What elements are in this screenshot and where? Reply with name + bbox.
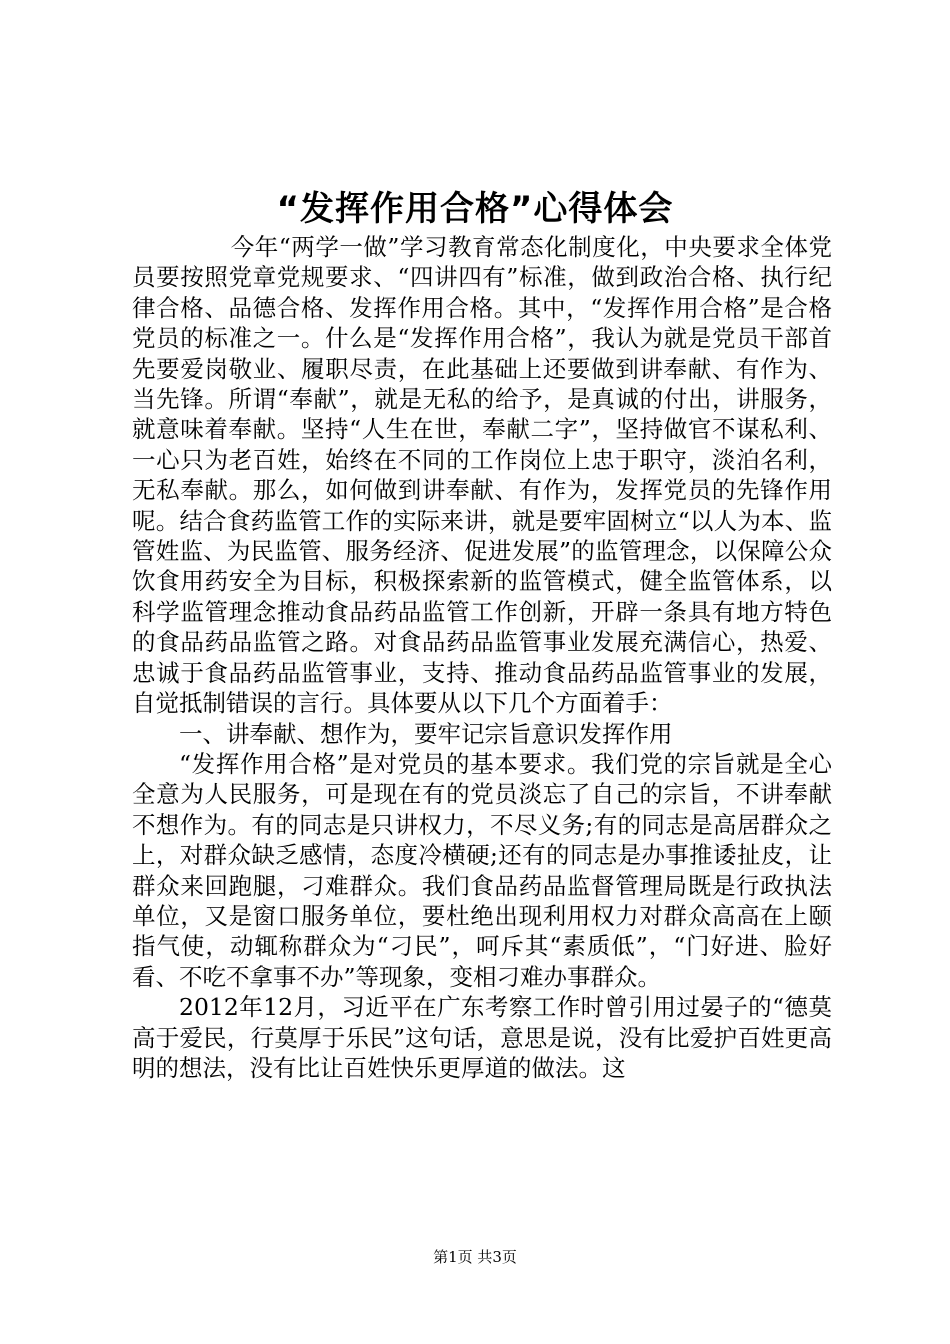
document-body — [132, 232, 832, 1083]
section-heading-1: 一、讲奉献、想作为，要牢记宗旨意识发挥作用 — [179, 719, 673, 748]
paragraph-intro: 今年“两学一做”学习教育常态化制度化，中央要求全体党员要按照党章党规要求、“四讲四有”标准，做到政治合格、执行纪律合格、品德合格、发挥作用合格。其中，“发挥作用合格”是合格党员的标准之一。什么是“发挥作用合格”，我认为就是党员干部首先要爱岗敬业、履职尽责，在此基础上还要做到讲奉献、有作为、当先锋。所谓“奉献”，就是无私的给予，是真诚的付出，讲服务，就意味着奉献。坚持“人生在世，奉献二字”，坚持做官不谋私利、一心只为老百姓，始终在不同的工作岗位上忠于职守，淡泊名利，无私奉献。那么，如何做到讲奉献、有作为，发挥党员的先锋作用呢。结合食药监管工作的实际来讲，就是要牢固树立“以人为本、监管姓监、为民监管、服务经济、促进发展”的监管理念，以保障公众饮食用药安全为目标，积极探索新的监管模式，健全监管体系，以科学监管理念推动食品药品监管工作创新，开辟一条具有地方特色的食品药品监管之路。对食品药品监管事业发展充满信心，热爱、忠诚于食品药品监管事业，支持、推动食品药品监管事业的发展，自觉抵制错误的言行。具体要从以下几个方面着手： — [132, 233, 832, 718]
document-title: “发挥作用合格”心得体会 — [276, 189, 674, 229]
paragraph-section-1: “发挥作用合格”是对党员的基本要求。我们党的宗旨就是全心全意为人民服务，可是现在有的党员淡忘了自己的宗旨，不讲奉献不想作为。有的同志是只讲权力，不尽义务;有的同志是高居群众之上，对群众缺乏感情，态度冷横硬;还有的同志是办事推诿扯皮，让群众来回跑腿，刁难群众。我们食品药品监督管理局既是行政执法单位，又是窗口服务单位，要杜绝出现利用权力对群众高高在上颐指气使，动辄称群众为“刁民”，呵斥其“素质低”，“门好进、脸好看、不吃不拿事不办”等现象，变相刁难办事群众。 — [132, 749, 832, 991]
paragraph-quote: 2012年12月，习近平在广东考察工作时曾引用过晏子的“德莫高于爱民，行莫厚于乐民”这句话，意思是说，没有比爱护百姓更高明的想法，没有比让百姓快乐更厚道的做法。这 — [132, 993, 832, 1082]
page-number: 第1页 共3页 — [433, 1248, 517, 1266]
